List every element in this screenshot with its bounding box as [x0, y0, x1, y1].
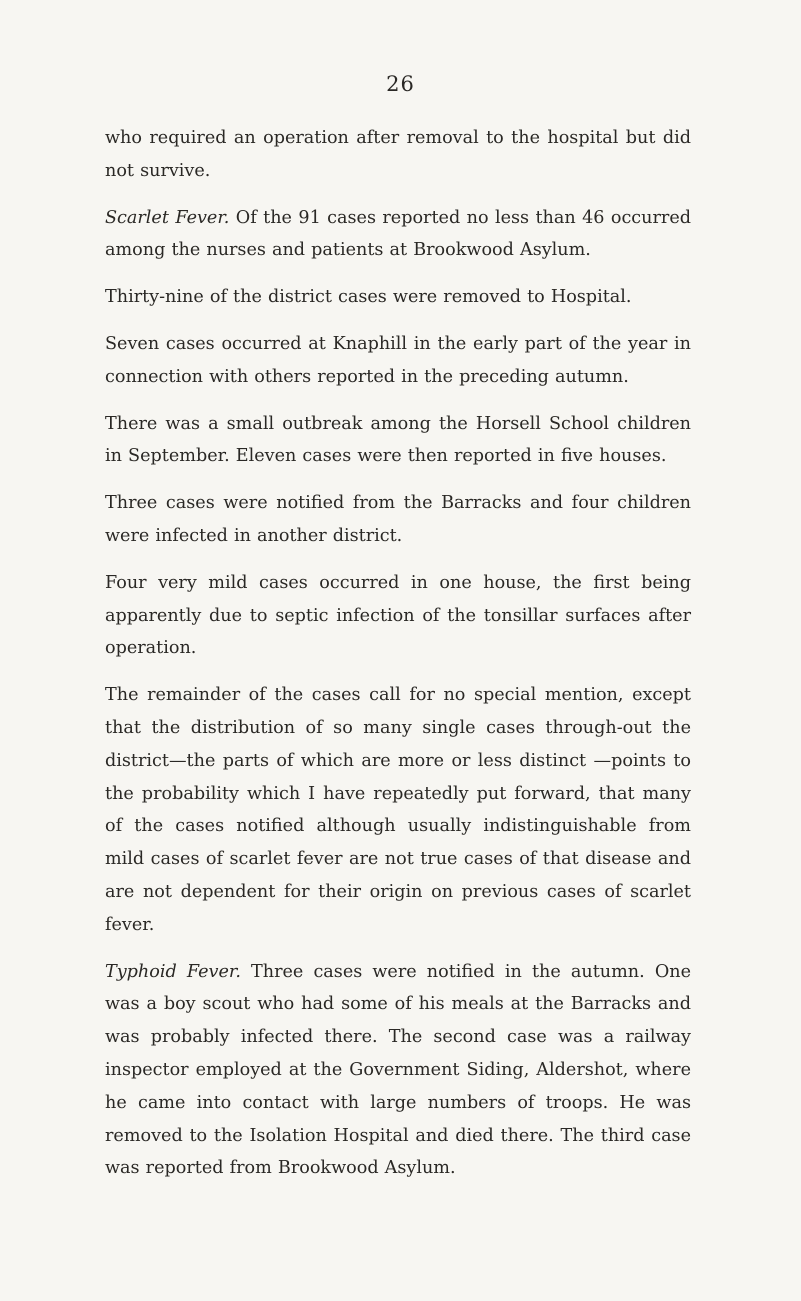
paragraph-knaphill: [105, 328, 691, 394]
paragraph-barracks: [105, 487, 691, 553]
paragraph-remainder: [105, 679, 691, 941]
paragraph-scarlet-fever: [105, 202, 691, 268]
paragraph-mild-cases: [105, 567, 691, 665]
paragraph-removed-to-hospital: [105, 281, 691, 314]
section-heading-scarlet-fever: Scarlet Fever.: [105, 207, 230, 228]
page-number: 26: [386, 72, 415, 96]
section-heading-typhoid-fever: Typhoid Fever.: [105, 961, 241, 982]
paragraph-text: Thirty-nine of the district cases were removed to Hospital.: [105, 287, 632, 308]
paragraph-text: Of the 91 cases reported no less than 46 occurred among the nurses and patients at Brookwood Asylum.: [105, 207, 691, 261]
paragraph-text: Three cases were notified in the autumn. One was a boy scout who had some of his meals at the Barracks and was probably infected there. The second case was a railway inspector employed at the Government Siding, Aldershot, where he came into contact with large numbers of troops. He was removed to the Isolation Hospital and died there. The third case was reported from Brookwood Asylum.: [105, 961, 691, 1179]
paragraph-typhoid-fever: [105, 956, 691, 1186]
body-text: [105, 122, 691, 1199]
paragraph-text: There was a small outbreak among the Horsell School children in September. Eleven cases were then reported in five houses.: [105, 413, 691, 467]
paragraph-continuation: [105, 122, 691, 188]
paragraph-text: Seven cases occurred at Knaphill in the early part of the year in connection with others reported in the preceding autumn.: [105, 333, 691, 387]
paragraph-text: who required an operation after removal to the hospital but did not survive.: [105, 128, 691, 181]
paragraph-text: The remainder of the cases call for no special mention, except that the distribution of so many single cases through-out the district—the parts of which are more or less distinct —points to the probability which I have repeatedly put forward, that many of the cases notified although usually indistinguishable from mild cases of scarlet fever are not true cases of that disease and are not dependent for their origin on previous cases of scarlet fever.: [105, 685, 691, 935]
paragraph-text: Three cases were notified from the Barracks and four children were infected in another district.: [105, 493, 691, 546]
paragraph-horsell-school: [105, 408, 691, 474]
paragraph-text: Four very mild cases occurred in one house, the first being apparently due to septic infection of the tonsillar surfaces after operation.: [105, 572, 691, 659]
